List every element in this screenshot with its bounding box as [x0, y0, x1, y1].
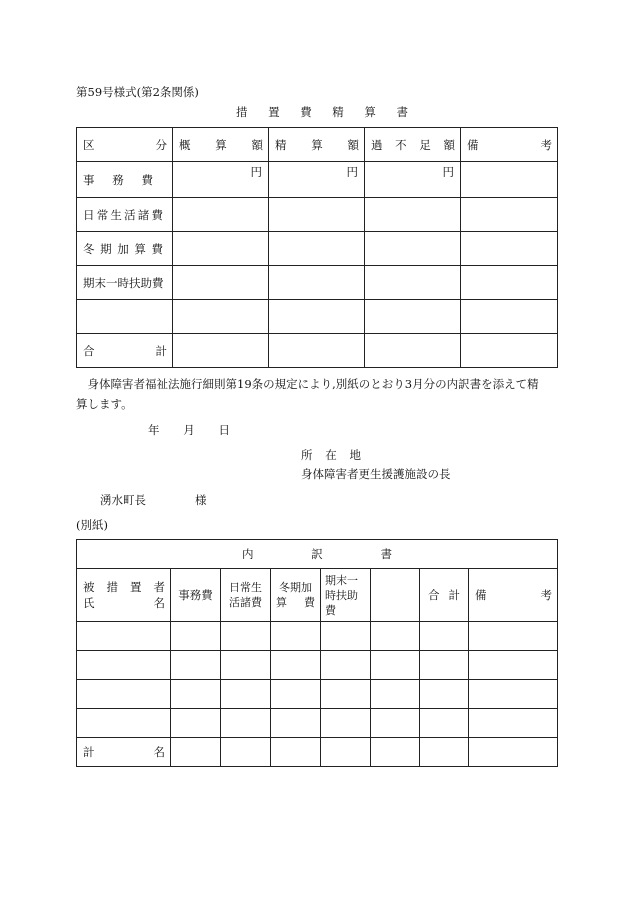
form-number: 第59号様式(第2条関係): [76, 85, 199, 99]
title-char: 精: [332, 105, 344, 119]
header-daily-cost: 日常生 活諸費: [221, 569, 271, 622]
breakdown-footer-row: [77, 738, 558, 767]
table-cell: [173, 266, 269, 300]
table-cell: [269, 300, 365, 334]
header-recipient-name: 被 措 置 者 氏 名: [77, 569, 171, 622]
table-cell: [461, 266, 558, 300]
table-cell: [269, 334, 365, 368]
table-row: [77, 266, 558, 300]
row-label: 事 務 費: [77, 162, 173, 198]
body-text-line1: 身体障害者福祉法施行細則第19条の規定により,別紙のとおり3月分の内訳書を添えて精: [76, 377, 539, 391]
date-month-char: 月: [183, 423, 195, 437]
table-header-row: [77, 128, 558, 162]
footer-count-label: 計 名: [77, 738, 171, 767]
honorific: 様: [195, 493, 207, 507]
title-char: 書: [396, 105, 408, 119]
table-cell: [77, 300, 173, 334]
table-row: [77, 651, 558, 680]
header-term-end-cost: 期末一 時扶助 費: [321, 569, 371, 622]
document-title: [236, 104, 408, 120]
breakdown-table: [76, 539, 558, 767]
table-cell: [461, 162, 558, 198]
header-category: 区 分: [77, 128, 173, 162]
table-row: [77, 300, 558, 334]
table-cell: [173, 232, 269, 266]
table-cell: [365, 232, 461, 266]
header-difference: 過 不 足 額: [365, 128, 461, 162]
table-cell: [365, 198, 461, 232]
facility-head: 身体障害者更生援護施設の長: [301, 467, 451, 481]
table-cell: [461, 300, 558, 334]
header-remarks: 備 考: [469, 569, 558, 622]
table-cell: [365, 266, 461, 300]
table-row: [77, 232, 558, 266]
date-day-char: 日: [218, 423, 230, 437]
breakdown-title-row: [77, 540, 558, 569]
settlement-table: [76, 127, 558, 368]
row-label-total: 合 計: [77, 334, 173, 368]
table-cell: [173, 198, 269, 232]
table-row: [77, 622, 558, 651]
title-char: 置: [268, 105, 280, 119]
breakdown-header-row: [77, 569, 558, 622]
date-line: [148, 422, 230, 438]
table-row: [77, 198, 558, 232]
date-year-char: 年: [148, 423, 160, 437]
table-cell: [461, 232, 558, 266]
header-estimate: 概 算 額: [173, 128, 269, 162]
table-cell: [173, 334, 269, 368]
table-cell: [365, 300, 461, 334]
table-cell: [269, 266, 365, 300]
header-blank: [371, 569, 420, 622]
row-label: 期 末 一 時 扶 助 費: [77, 266, 173, 300]
body-text-line2: 算します。: [76, 397, 133, 411]
header-remarks: 備 考: [461, 128, 558, 162]
table-row: [77, 709, 558, 738]
table-cell: [269, 232, 365, 266]
header-total: 合 計: [420, 569, 469, 622]
title-char: 算: [364, 105, 376, 119]
table-cell: [173, 300, 269, 334]
address-label: 所 在 地: [301, 448, 361, 462]
header-winter-cost: 冬期加 算 費: [271, 569, 321, 622]
yen-unit: 円: [269, 162, 365, 198]
table-row: [77, 334, 558, 368]
table-cell: [461, 334, 558, 368]
header-office-cost: 事務費: [171, 569, 221, 622]
table-row: [77, 162, 558, 198]
row-label: 冬 期 加 算 費: [77, 232, 173, 266]
table-cell: [461, 198, 558, 232]
table-cell: [269, 198, 365, 232]
breakdown-title: 内 訳 書: [77, 540, 558, 569]
yen-unit: 円: [173, 162, 269, 198]
yen-unit: 円: [365, 162, 461, 198]
title-char: 措: [236, 105, 248, 119]
addressee: 湧水町長: [100, 493, 146, 507]
title-char: 費: [300, 105, 312, 119]
row-label: 日 常 生 活 諸 費: [77, 198, 173, 232]
table-row: [77, 680, 558, 709]
table-cell: [365, 334, 461, 368]
header-settled: 精 算 額: [269, 128, 365, 162]
attachment-label: (別紙): [76, 518, 108, 532]
